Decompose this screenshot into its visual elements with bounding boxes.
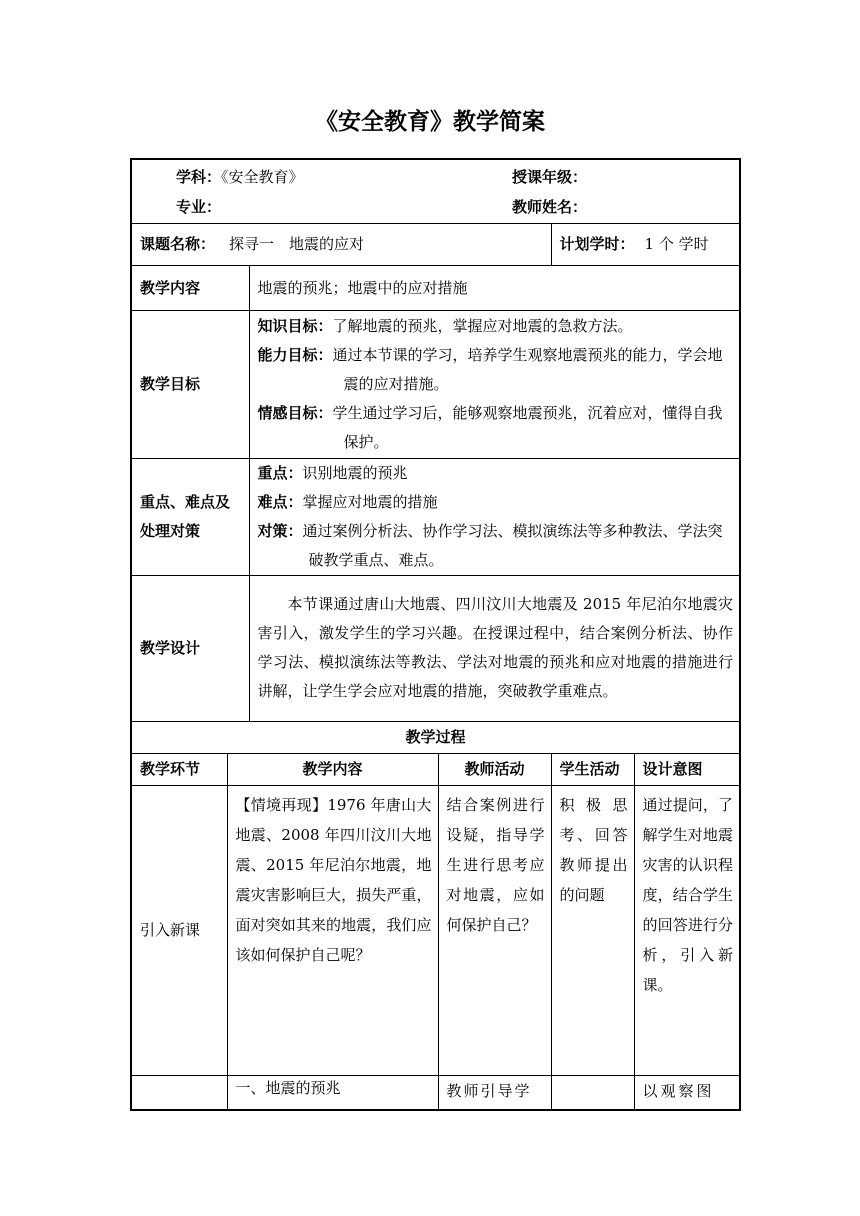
stage-cell: 引入新课 <box>131 785 227 1075</box>
ability-goal <box>258 341 734 399</box>
design-row <box>131 575 740 721</box>
keypoints-label-line2: 处理对策 <box>140 521 201 540</box>
content-cell: 一、地震的预兆 <box>227 1075 438 1110</box>
stage-cell <box>131 1075 227 1110</box>
subject-value: 《安全教育》 <box>221 168 304 186</box>
topic-cell <box>131 223 551 265</box>
process-title: 教学过程 <box>131 721 740 753</box>
content-label: 教学内容 <box>131 265 249 310</box>
keypoints-label <box>131 458 249 575</box>
col-stage-header: 教学环节 <box>131 753 227 785</box>
table-row <box>131 785 740 1075</box>
keypoints-cell <box>249 458 740 575</box>
strategy <box>258 517 734 575</box>
col-intent-header: 设计意图 <box>634 753 740 785</box>
strategy-text: 通过案例分析法、协作学习法、模拟演练法等多种教法、学法突破教学重点、难点。 <box>302 521 723 569</box>
strategy-label: 对策： <box>257 521 303 540</box>
hard-point-label: 难点： <box>257 492 303 511</box>
key-point-label: 重点： <box>257 463 303 482</box>
subject-label: 学科： <box>176 168 222 186</box>
teacher-cell: 教师引导学 <box>438 1075 551 1110</box>
goals-cell <box>249 310 740 458</box>
topic-value: 探寻一 地震的应对 <box>229 235 365 253</box>
emotion-goal-label: 情感目标： <box>257 403 333 422</box>
knowledge-goal <box>258 312 734 341</box>
intent-cell: 以观察图 <box>634 1075 740 1110</box>
hours-value: 1 个 学时 <box>644 235 709 253</box>
lesson-plan-table <box>130 158 741 1111</box>
ability-goal-text: 通过本节课的学习，培养学生观察地震预兆的能力，学会地震的应对措施。 <box>332 345 723 393</box>
header-row <box>131 159 740 223</box>
topic-row <box>131 223 740 265</box>
hours-cell <box>551 223 740 265</box>
goals-label: 教学目标 <box>131 310 249 458</box>
emotion-goal <box>258 399 734 457</box>
header-cell <box>131 159 740 223</box>
design-text: 本节课通过唐山大地震、四川汶川大地震及 2015 年尼泊尔地震灾害引入，激发学生的学习兴趣。在授课过程中，结合案例分析法、协作学习法、模拟演练法等教法、学法对地震的预兆和应对地震的措施进行讲解，让学生学会应对地震的措施，突破教学重难点。 <box>249 575 740 721</box>
design-label: 教学设计 <box>131 575 249 721</box>
student-cell: 积极思考、回答教师提出的问题 <box>551 785 634 1075</box>
teacher-cell: 结合案例进行设疑，指导学生进行思考应对地震，应如何保护自己？ <box>438 785 551 1075</box>
hours-label: 计划学时： <box>559 235 635 253</box>
table-row <box>131 1075 740 1110</box>
knowledge-goal-text: 了解地震的预兆，掌握应对地震的急救方法。 <box>332 316 633 335</box>
key-point-text: 识别地震的预兆 <box>302 463 408 482</box>
col-teacher-header: 教师活动 <box>438 753 551 785</box>
teacher-label: 教师姓名： <box>512 198 588 216</box>
student-cell <box>551 1075 634 1110</box>
hard-point-text: 掌握应对地震的措施 <box>302 492 438 511</box>
emotion-goal-text: 学生通过学习后，能够观察地震预兆，沉着应对，懂得自我保护。 <box>332 403 723 451</box>
content-row <box>131 265 740 310</box>
process-header-row <box>131 753 740 785</box>
knowledge-goal-label: 知识目标： <box>257 316 333 335</box>
col-student-header: 学生活动 <box>551 753 634 785</box>
key-point <box>258 459 734 488</box>
content-cell: 【情境再现】1976 年唐山大地震、2008 年四川汶川大地震、2015 年尼泊尔地震，地震灾害影响巨大，损失严重，面对突如其来的地震，我们应该如何保护自己呢？ <box>227 785 438 1075</box>
document-title: 《安全教育》教学简案 <box>315 109 545 135</box>
keypoints-label-line1: 重点、难点及 <box>140 492 231 511</box>
topic-label: 课题名称： <box>140 235 216 253</box>
intent-cell: 通过提问，了解学生对地震灾害的认识程度，结合学生的回答进行分析，引入新课。 <box>634 785 740 1075</box>
grade-label: 授课年级： <box>512 168 588 186</box>
col-content-header: 教学内容 <box>227 753 438 785</box>
content-value: 地震的预兆；地震中的应对措施 <box>249 265 740 310</box>
hard-point <box>258 488 734 517</box>
ability-goal-label: 能力目标： <box>257 345 333 364</box>
major-label: 专业： <box>176 198 222 216</box>
keypoints-row <box>131 458 740 575</box>
process-title-row <box>131 721 740 753</box>
goals-row <box>131 310 740 458</box>
